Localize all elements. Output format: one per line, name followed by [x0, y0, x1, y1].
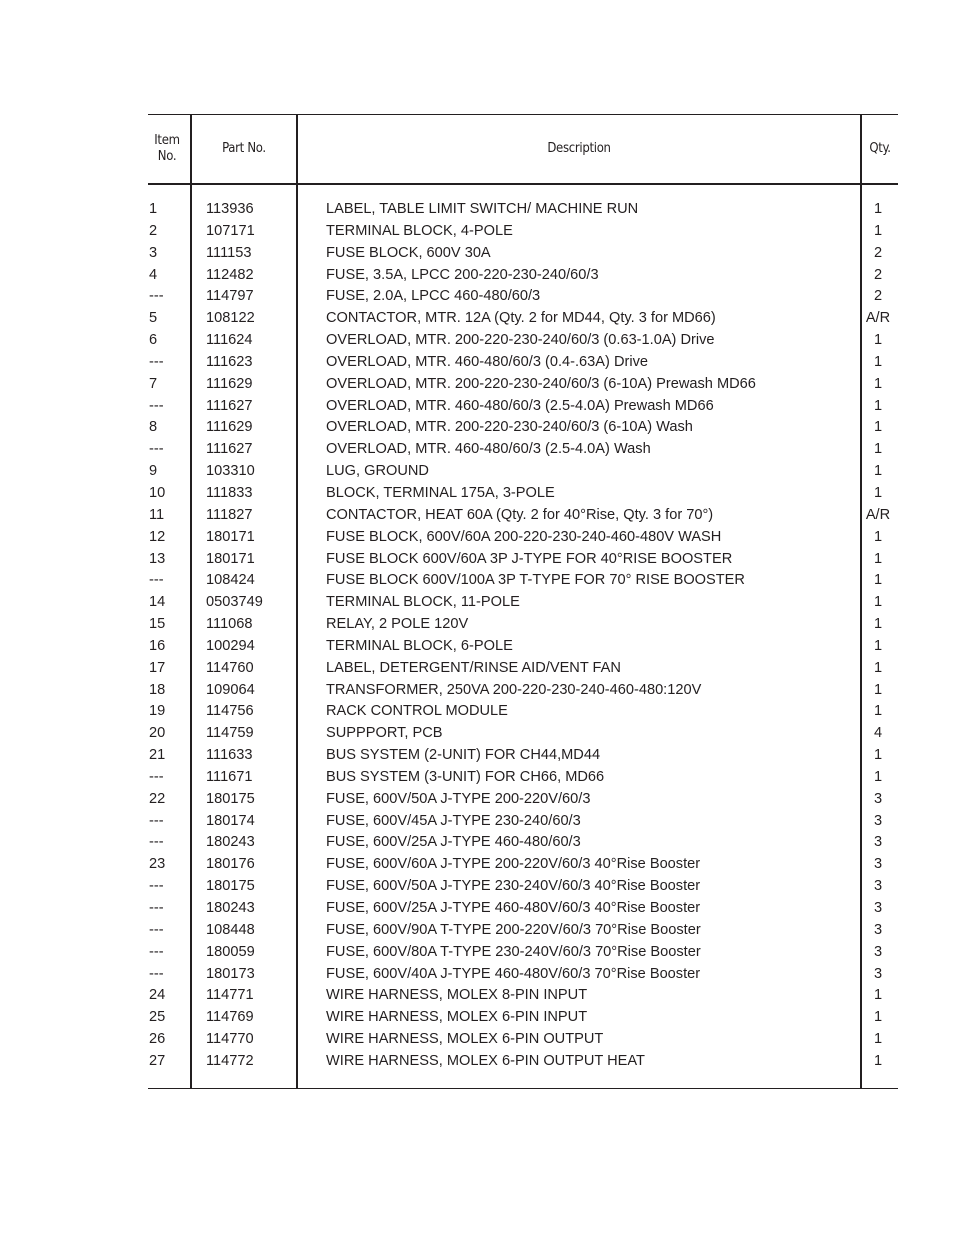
row-qty: 1 — [873, 397, 883, 414]
table-row — [148, 635, 898, 657]
row-part-no: 114759 — [206, 725, 254, 742]
row-qty: 1 — [873, 594, 883, 611]
row-item-no: 13 — [149, 550, 166, 567]
row-qty: 1 — [873, 681, 883, 698]
row-item-no: --- — [149, 397, 164, 414]
row-item-no: 4 — [149, 266, 158, 283]
row-description: WIRE HARNESS, MOLEX 6-PIN OUTPUT HEAT — [326, 1052, 645, 1069]
table-row — [148, 329, 898, 351]
row-item-no: 10 — [149, 484, 166, 501]
row-description: FUSE, 3.5A, LPCC 200-220-230-240/60/3 — [326, 266, 599, 283]
table-row — [148, 810, 898, 832]
row-description: WIRE HARNESS, MOLEX 6-PIN OUTPUT — [326, 1031, 604, 1048]
row-description: FUSE, 2.0A, LPCC 460-480/60/3 — [326, 288, 541, 305]
table-row — [148, 416, 898, 438]
row-qty: 1 — [873, 1052, 883, 1069]
table-row — [148, 242, 898, 264]
row-part-no: 180243 — [206, 900, 255, 916]
table-row — [148, 526, 898, 548]
header-part-no: Part No. — [222, 140, 266, 156]
table-row — [148, 569, 898, 591]
row-qty: 1 — [873, 441, 883, 458]
row-description: LUG, GROUND — [326, 463, 429, 480]
row-description: LABEL, DETERGENT/RINSE AID/VENT FAN — [326, 659, 621, 676]
row-description: FUSE, 600V/90A T-TYPE 200-220V/60/3 70°Rise Booster — [326, 921, 701, 938]
row-item-no: 6 — [149, 332, 158, 349]
row-qty: 1 — [873, 484, 883, 501]
row-item-no: 19 — [149, 703, 166, 720]
row-item-no: 21 — [149, 747, 166, 764]
row-qty: 2 — [873, 244, 883, 261]
row-qty: 1 — [873, 528, 883, 545]
table-row — [148, 875, 898, 897]
row-part-no: 111629 — [206, 375, 253, 392]
table-row — [148, 657, 898, 679]
row-part-no: 111833 — [206, 484, 253, 501]
row-description: FUSE, 600V/25A J-TYPE 460-480/60/3 — [326, 834, 581, 851]
row-qty: 2 — [873, 288, 883, 305]
table-row — [148, 831, 898, 853]
table-row — [148, 679, 898, 701]
row-part-no: 111633 — [206, 747, 253, 764]
row-qty: 1 — [873, 550, 883, 567]
row-item-no: --- — [149, 812, 164, 829]
row-description: BLOCK, TERMINAL 175A, 3-POLE — [326, 484, 555, 501]
row-part-no: 180175 — [206, 790, 255, 807]
table-row — [148, 941, 898, 963]
row-description: RACK CONTROL MODULE — [326, 703, 508, 720]
row-description: OVERLOAD, MTR. 460-480/60/3 (2.5-4.0A) Prewash MD66 — [326, 397, 714, 414]
row-description: TERMINAL BLOCK, 6-POLE — [326, 637, 513, 654]
row-part-no: 114772 — [206, 1052, 254, 1069]
row-qty: 4 — [873, 725, 883, 742]
table-row — [148, 897, 898, 919]
table-row — [148, 198, 898, 220]
row-item-no: 3 — [149, 244, 158, 261]
table-row — [148, 460, 898, 482]
row-qty: 1 — [873, 637, 883, 654]
row-description: BUS SYSTEM (3-UNIT) FOR CH66, MD66 — [326, 768, 605, 785]
row-item-no: --- — [149, 878, 164, 895]
table-row — [148, 766, 898, 788]
row-part-no: 103310 — [206, 463, 255, 480]
row-item-no: --- — [149, 900, 164, 916]
row-description: FUSE BLOCK, 600V/60A 200-220-230-240-460-480V WASH — [326, 528, 722, 545]
row-part-no: 111627 — [206, 441, 253, 458]
row-qty: 3 — [873, 856, 883, 873]
row-description: TERMINAL BLOCK, 11-POLE — [326, 594, 520, 611]
row-item-no: 17 — [149, 659, 166, 676]
row-item-no: 8 — [149, 419, 158, 436]
row-description: FUSE, 600V/50A J-TYPE 200-220V/60/3 — [326, 790, 591, 807]
row-item-no: 23 — [149, 856, 166, 873]
row-part-no: 111153 — [206, 244, 252, 261]
row-part-no: 108122 — [206, 310, 255, 327]
row-description: LABEL, TABLE LIMIT SWITCH/ MACHINE RUN — [326, 201, 639, 217]
table-row — [148, 220, 898, 242]
row-item-no: 5 — [149, 310, 158, 327]
row-qty: A/R — [865, 310, 891, 327]
table-row — [148, 853, 898, 875]
row-item-no: --- — [149, 921, 164, 938]
table-row — [148, 1028, 898, 1050]
row-description: FUSE, 600V/80A T-TYPE 230-240V/60/3 70°Rise Booster — [326, 943, 701, 960]
table-row — [148, 307, 898, 329]
table-body — [148, 198, 898, 1072]
table-row — [148, 744, 898, 766]
row-qty: 1 — [873, 659, 883, 676]
row-item-no: 27 — [149, 1052, 166, 1069]
table-row — [148, 504, 898, 526]
row-description: FUSE BLOCK 600V/60A 3P J-TYPE FOR 40°RISE BOOSTER — [326, 550, 733, 567]
row-part-no: 111671 — [206, 768, 253, 785]
table-row — [148, 1050, 898, 1072]
row-part-no: 111068 — [206, 616, 253, 633]
row-item-no: 16 — [149, 637, 166, 654]
table-bottom-rule — [148, 1088, 898, 1089]
row-description: OVERLOAD, MTR. 460-480/60/3 (2.5-4.0A) Wash — [326, 441, 651, 458]
table-row — [148, 788, 898, 810]
row-item-no: 20 — [149, 725, 166, 742]
row-part-no: 111827 — [206, 506, 253, 523]
row-item-no: 25 — [149, 1009, 166, 1026]
row-description: FUSE, 600V/45A J-TYPE 230-240/60/3 — [326, 812, 581, 829]
row-item-no: --- — [149, 441, 164, 458]
row-qty: 3 — [873, 812, 883, 829]
row-part-no: 180171 — [206, 550, 255, 567]
row-qty: 1 — [873, 572, 883, 589]
table-row — [148, 591, 898, 613]
row-description: WIRE HARNESS, MOLEX 8-PIN INPUT — [326, 987, 588, 1004]
row-qty: 1 — [873, 703, 883, 720]
row-part-no: 114769 — [206, 1009, 254, 1026]
row-qty: 1 — [873, 332, 883, 349]
parts-list-table — [148, 114, 898, 1090]
row-part-no: 107171 — [206, 222, 255, 239]
row-description: TERMINAL BLOCK, 4-POLE — [326, 222, 513, 239]
row-description: RELAY, 2 POLE 120V — [326, 616, 469, 633]
row-part-no: 112482 — [206, 266, 254, 283]
row-part-no: 180243 — [206, 834, 255, 851]
row-qty: 1 — [873, 375, 883, 392]
row-part-no: 180173 — [206, 965, 255, 982]
row-part-no: 180175 — [206, 878, 255, 895]
row-part-no: 114797 — [206, 288, 254, 305]
row-item-no: 14 — [149, 594, 166, 611]
row-qty: 1 — [873, 222, 883, 239]
row-qty: 1 — [873, 353, 883, 370]
table-row — [148, 285, 898, 307]
row-qty: 3 — [873, 900, 883, 916]
table-row — [148, 373, 898, 395]
row-part-no: 180171 — [206, 528, 255, 545]
row-item-no: --- — [149, 834, 164, 851]
row-item-no: --- — [149, 768, 164, 785]
row-qty: 3 — [873, 834, 883, 851]
table-row — [148, 613, 898, 635]
row-qty: 2 — [873, 266, 883, 283]
row-part-no: 114760 — [206, 659, 254, 676]
row-description: OVERLOAD, MTR. 200-220-230-240/60/3 (6-10A) Wash — [326, 419, 693, 436]
row-qty: 1 — [873, 747, 883, 764]
table-row — [148, 395, 898, 417]
table-row — [148, 482, 898, 504]
row-part-no: 109064 — [206, 681, 255, 698]
row-description: OVERLOAD, MTR. 460-480/60/3 (0.4-.63A) Drive — [326, 353, 648, 370]
row-part-no: 180059 — [206, 943, 255, 960]
row-item-no: --- — [149, 288, 164, 305]
row-qty: 1 — [873, 1009, 883, 1026]
row-part-no: 0503749 — [206, 594, 263, 611]
row-part-no: 114756 — [206, 703, 254, 720]
row-item-no: 12 — [149, 528, 166, 545]
table-row — [148, 351, 898, 373]
row-description: CONTACTOR, HEAT 60A (Qty. 2 for 40°Rise, Qty. 3 for 70°) — [326, 506, 714, 523]
table-row — [148, 1006, 898, 1028]
row-part-no: 114771 — [206, 987, 254, 1004]
row-qty: 1 — [873, 987, 883, 1004]
row-description: WIRE HARNESS, MOLEX 6-PIN INPUT — [326, 1009, 588, 1026]
row-item-no: 9 — [149, 463, 158, 480]
row-qty: 1 — [873, 463, 883, 480]
table-row — [148, 722, 898, 744]
row-qty: 3 — [873, 965, 883, 982]
row-part-no: 111627 — [206, 397, 253, 414]
row-part-no: 180176 — [206, 856, 255, 873]
row-qty: 1 — [873, 768, 883, 785]
row-qty: 3 — [873, 790, 883, 807]
row-part-no: 114770 — [206, 1031, 254, 1048]
row-qty: 3 — [873, 943, 883, 960]
row-qty: 1 — [873, 201, 883, 217]
table-row — [148, 963, 898, 985]
row-item-no: --- — [149, 353, 164, 370]
row-part-no: 111623 — [206, 353, 253, 370]
row-description: SUPPPORT, PCB — [326, 725, 443, 742]
row-description: OVERLOAD, MTR. 200-220-230-240/60/3 (6-10A) Prewash MD66 — [326, 375, 756, 392]
row-item-no: 22 — [149, 790, 166, 807]
row-item-no: 26 — [149, 1031, 166, 1048]
row-qty: 1 — [873, 1031, 883, 1048]
header-bottom-rule — [148, 183, 898, 185]
row-item-no: --- — [149, 572, 164, 589]
row-qty: 3 — [873, 921, 883, 938]
row-item-no: --- — [149, 943, 164, 960]
row-part-no: 113936 — [206, 201, 254, 217]
row-qty: 1 — [873, 616, 883, 633]
row-item-no: 7 — [149, 375, 158, 392]
row-part-no: 108448 — [206, 921, 255, 938]
row-description: FUSE BLOCK 600V/100A 3P T-TYPE FOR 70° RISE BOOSTER — [326, 572, 745, 589]
row-item-no: 11 — [149, 506, 165, 523]
table-row — [148, 984, 898, 1006]
row-qty: 1 — [873, 419, 883, 436]
table-row — [148, 700, 898, 722]
row-description: FUSE, 600V/60A J-TYPE 200-220V/60/3 40°Rise Booster — [326, 856, 701, 873]
row-item-no: 24 — [149, 987, 166, 1004]
header-item-no: Item No. — [154, 132, 180, 164]
header-description: Description — [547, 140, 611, 156]
row-description: OVERLOAD, MTR. 200-220-230-240/60/3 (0.63-1.0A) Drive — [326, 332, 715, 349]
row-description: BUS SYSTEM (2-UNIT) FOR CH44,MD44 — [326, 747, 601, 764]
row-description: TRANSFORMER, 250VA 200-220-230-240-460-480:120V — [326, 681, 702, 698]
row-description: FUSE BLOCK, 600V 30A — [326, 244, 491, 261]
row-description: FUSE, 600V/50A J-TYPE 230-240V/60/3 40°Rise Booster — [326, 878, 701, 895]
row-part-no: 108424 — [206, 572, 255, 589]
row-part-no: 111624 — [206, 332, 253, 349]
row-qty: A/R — [865, 506, 891, 523]
row-item-no: --- — [149, 965, 164, 982]
table-row — [148, 438, 898, 460]
row-item-no: 15 — [149, 616, 166, 633]
row-part-no: 180174 — [206, 812, 255, 829]
row-item-no: 18 — [149, 681, 166, 698]
row-part-no: 111629 — [206, 419, 253, 436]
row-part-no: 100294 — [206, 637, 255, 654]
table-row — [148, 919, 898, 941]
row-item-no: 2 — [149, 222, 158, 239]
row-description: CONTACTOR, MTR. 12A (Qty. 2 for MD44, Qty. 3 for MD66) — [326, 310, 716, 327]
row-description: FUSE, 600V/40A J-TYPE 460-480V/60/3 70°Rise Booster — [326, 965, 701, 982]
header-qty: Qty. — [869, 140, 891, 156]
table-row — [148, 264, 898, 286]
row-description: FUSE, 600V/25A J-TYPE 460-480V/60/3 40°Rise Booster — [326, 900, 701, 916]
table-row — [148, 548, 898, 570]
row-qty: 3 — [873, 878, 883, 895]
row-item-no: 1 — [149, 201, 158, 217]
